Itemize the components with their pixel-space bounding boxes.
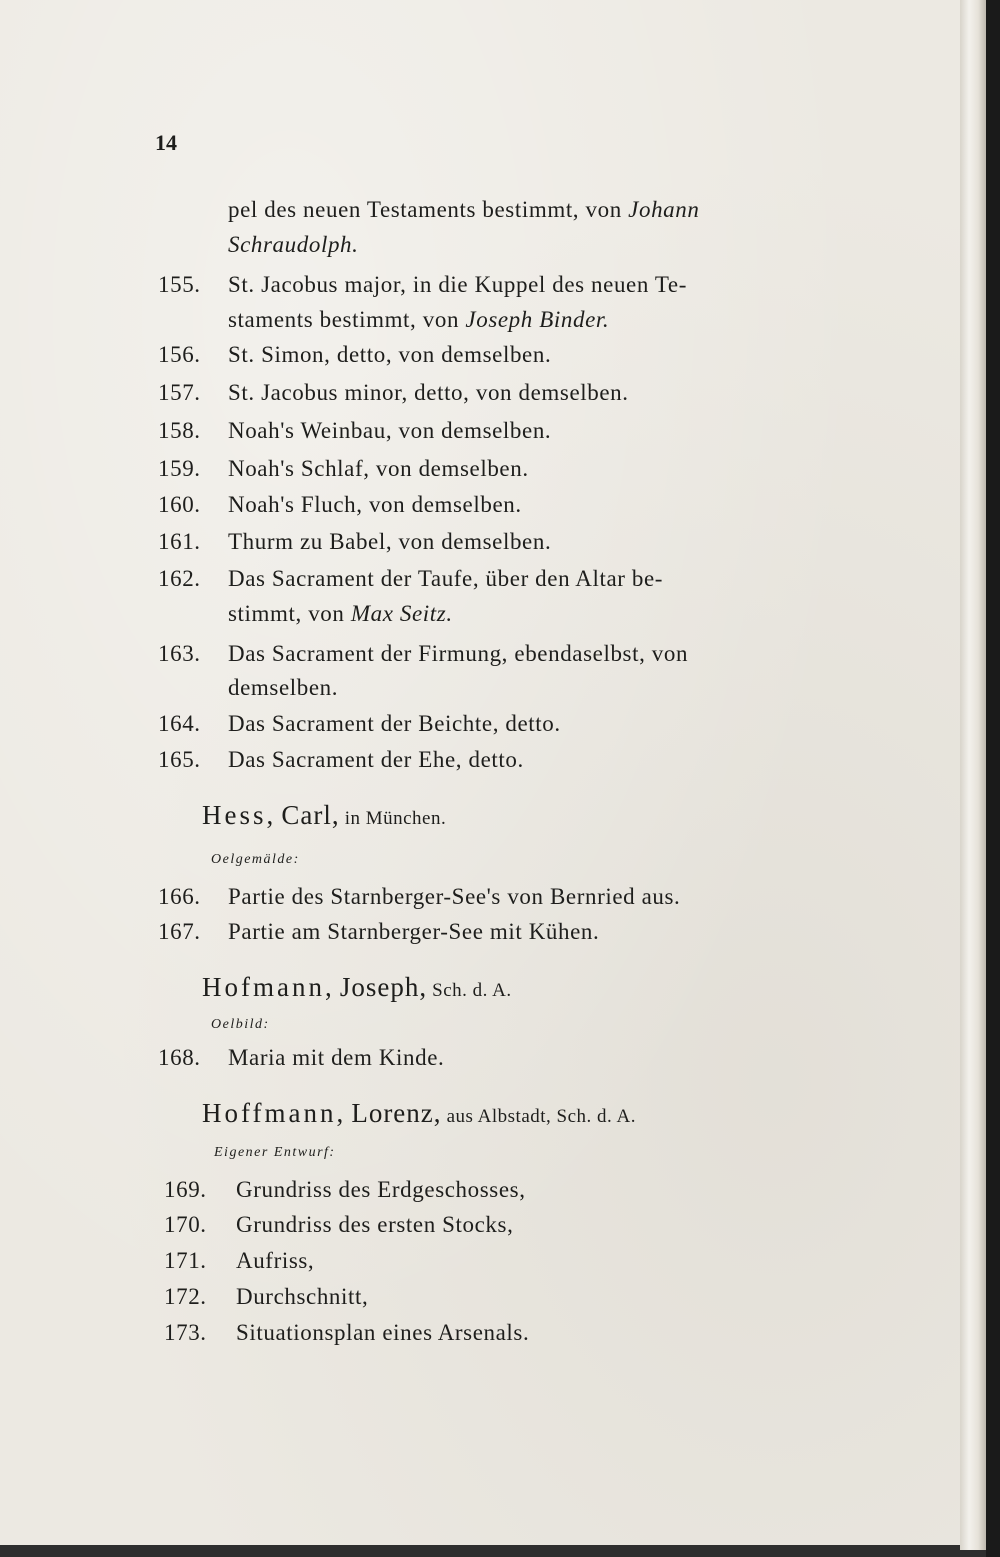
entry-text: Maria mit dem Kinde. [228, 1045, 445, 1070]
entry-text: Das Sacrament der Ehe, detto. [228, 747, 524, 772]
entry-number: 155. [158, 272, 201, 297]
artist-firstname: Carl, [281, 800, 340, 830]
entry-text-continued [228, 306, 609, 334]
continuation-line-2: Schraudolph. [228, 232, 359, 257]
artist-surname: Hoffmann, [202, 1098, 347, 1128]
entry-number: 172. [164, 1284, 207, 1309]
entry-text: Durchschnitt, [236, 1284, 369, 1309]
medium-label: Oelgemälde: [211, 852, 300, 867]
continuation-italic: Johann [628, 197, 700, 222]
entry-text-continued: demselben. [228, 675, 339, 700]
entry-text: Noah's Weinbau, von demselben. [228, 418, 552, 443]
entry-text: Das Sacrament der Taufe, über den Altar be- [228, 566, 664, 591]
entry-text: Partie des Starnberger-See's von Bernried aus. [228, 884, 681, 909]
entry-number: 173. [164, 1320, 207, 1345]
entry-number: 171. [164, 1248, 207, 1273]
entry-number: 164. [158, 711, 201, 736]
artist-heading [202, 800, 446, 831]
entry-number: 161. [158, 529, 201, 554]
entry-number: 157. [158, 380, 201, 405]
artist-heading [202, 1098, 636, 1129]
entry-number: 156. [158, 342, 201, 367]
entry-text: Thurm zu Babel, von demselben. [228, 529, 552, 554]
entry-text-continued [228, 600, 453, 628]
continuation-line [228, 196, 699, 224]
entry-text: Grundriss des Erdgeschosses, [236, 1177, 526, 1202]
entry-text: Das Sacrament der Firmung, ebendaselbst, von [228, 641, 689, 666]
artist-italic: Max Seitz. [350, 601, 453, 626]
entry-text: Das Sacrament der Beichte, detto. [228, 711, 561, 736]
artist-note: Sch. d. A. [432, 980, 512, 1001]
entry-number: 158. [158, 418, 201, 443]
entry-number: 170. [164, 1212, 207, 1237]
entry-text: St. Jacobus major, in die Kuppel des neuen Te- [228, 272, 687, 297]
artist-surname: Hofmann, [202, 972, 335, 1002]
artist-firstname: Lorenz, [351, 1098, 442, 1128]
entry-number: 167. [158, 919, 201, 944]
page-number: 14 [155, 130, 177, 155]
entry-text: Partie am Starnberger-See mit Kühen. [228, 919, 600, 944]
book-binding [986, 0, 1000, 1557]
entry-number: 169. [164, 1177, 207, 1202]
entry-text: stimmt, von [228, 601, 351, 626]
entry-text: Noah's Fluch, von demselben. [228, 492, 522, 517]
entry-number: 162. [158, 566, 201, 591]
artist-surname: Hess, [202, 800, 277, 830]
artist-note: in München. [344, 808, 447, 829]
entry-text: staments bestimmt, von [228, 307, 466, 332]
entry-text: Noah's Schlaf, von demselben. [228, 456, 529, 481]
entry-text: Grundriss des ersten Stocks, [236, 1212, 514, 1237]
entry-number: 159. [158, 456, 201, 481]
entry-text: St. Jacobus minor, detto, von demselben. [228, 380, 629, 405]
entry-text: Aufriss, [236, 1248, 315, 1273]
artist-heading [202, 972, 512, 1003]
medium-label: Eigener Entwurf: [214, 1145, 336, 1160]
entry-number: 163. [158, 641, 201, 666]
entry-number: 160. [158, 492, 201, 517]
entry-text: Situationsplan eines Arsenals. [236, 1320, 530, 1345]
entry-number: 165. [158, 747, 201, 772]
artist-italic: Joseph Binder. [465, 307, 610, 332]
artist-firstname: Joseph, [339, 972, 428, 1002]
artist-note: aus Albstadt, Sch. d. A. [446, 1106, 636, 1127]
entry-number: 168. [158, 1045, 201, 1070]
entry-number: 166. [158, 884, 201, 909]
page-edge [960, 0, 986, 1550]
medium-label: Oelbild: [211, 1017, 270, 1032]
continuation-text: pel des neuen Testaments bestimmt, von [228, 197, 629, 222]
entry-text: St. Simon, detto, von demselben. [228, 342, 552, 367]
